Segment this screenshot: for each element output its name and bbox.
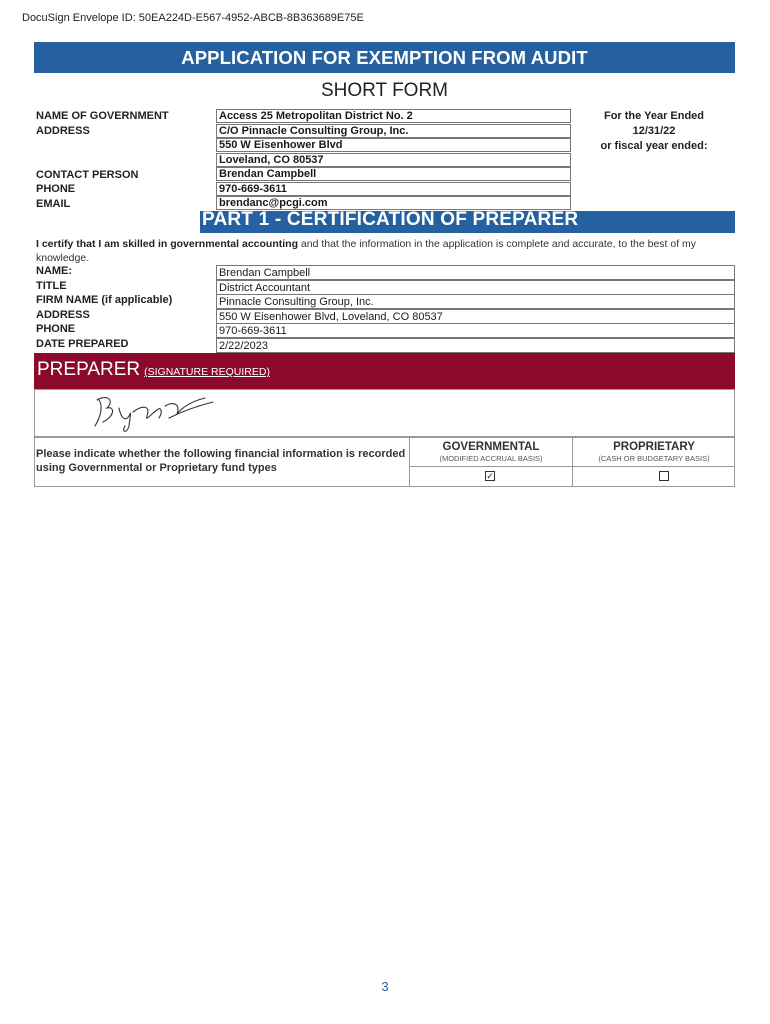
preparer-title	[37, 359, 270, 381]
government-address-line3-field[interactable]: Loveland, CO 80537	[216, 153, 571, 167]
government-phone-field[interactable]: 970-669-3611	[216, 182, 571, 196]
proprietary-column	[572, 437, 735, 487]
governmental-divider	[410, 466, 572, 467]
form-subtitle: SHORT FORM	[320, 80, 449, 101]
preparer-name-field[interactable]: Brendan Campbell	[216, 265, 735, 280]
label-preparer-name: NAME:	[36, 265, 73, 277]
certification-statement-rest: and that the information in the application is complete and accurate, to the best of my knowledge.	[36, 238, 697, 264]
label-government-email: EMAIL	[36, 198, 71, 210]
governmental-basis: (MODIFIED ACCRUAL BASIS)	[439, 454, 543, 463]
preparer-title-field[interactable]: District Accountant	[216, 280, 735, 295]
governmental-checkbox[interactable]	[485, 471, 495, 481]
label-government-address: ADDRESS	[36, 125, 90, 137]
label-date-prepared: DATE PREPARED	[36, 338, 129, 350]
preparer-address-field[interactable]: 550 W Eisenhower Blvd, Loveland, CO 80537	[216, 309, 735, 324]
signature-box[interactable]	[34, 389, 735, 437]
check-icon: ✓	[486, 471, 494, 481]
proprietary-checkbox[interactable]	[659, 471, 669, 481]
signature-required-note: (SIGNATURE REQUIRED)	[144, 366, 270, 378]
certification-statement-bold: I certify that I am skilled in governmental accounting	[36, 238, 298, 250]
label-preparer-phone: PHONE	[36, 323, 76, 335]
date-prepared-field[interactable]: 2/22/2023	[216, 338, 735, 353]
year-ended-label: For the Year Ended	[603, 110, 705, 122]
governmental-column	[409, 437, 572, 487]
fund-type-question: Please indicate whether the following financial information is recorded using Governmental or Proprietary fund types	[36, 448, 406, 474]
handwritten-signature	[85, 392, 215, 436]
certification-statement	[36, 237, 736, 265]
label-preparer-title: TITLE	[36, 280, 67, 292]
government-email-field[interactable]: brendanc@pcgi.com	[216, 196, 571, 210]
firm-name-field[interactable]: Pinnacle Consulting Group, Inc.	[216, 294, 735, 309]
part1-title: PART 1 - CERTIFICATION OF PREPARER	[202, 209, 579, 230]
governmental-label: GOVERNMENTAL	[442, 441, 540, 453]
year-ended-value[interactable]: 12/31/22	[632, 125, 676, 137]
label-firm-name: FIRM NAME (if applicable)	[36, 294, 173, 306]
page-number: 3	[381, 979, 389, 994]
preparer-title-text: PREPARER	[37, 359, 141, 380]
label-government-name: NAME OF GOVERNMENT	[36, 110, 169, 122]
proprietary-label: PROPRIETARY	[613, 441, 695, 453]
fiscal-year-label: or fiscal year ended:	[600, 140, 708, 152]
label-government-phone: PHONE	[36, 183, 76, 195]
form-title: APPLICATION FOR EXEMPTION FROM AUDIT	[34, 42, 735, 73]
fiscal-year-block	[574, 109, 734, 154]
proprietary-basis: (CASH OR BUDGETARY BASIS)	[598, 454, 710, 463]
proprietary-divider	[573, 466, 735, 467]
government-name-field[interactable]: Access 25 Metropolitan District No. 2	[216, 109, 571, 123]
label-contact-person: CONTACT PERSON	[36, 169, 139, 181]
contact-person-field[interactable]: Brendan Campbell	[216, 167, 571, 181]
government-address-line2-field[interactable]: 550 W Eisenhower Blvd	[216, 138, 571, 152]
preparer-phone-field[interactable]: 970-669-3611	[216, 323, 735, 338]
envelope-id: DocuSign Envelope ID: 50EA224D-E567-4952-ABCB-8B363689E75E	[22, 12, 364, 24]
label-preparer-address: ADDRESS	[36, 309, 90, 321]
government-address-line1-field[interactable]: C/O Pinnacle Consulting Group, Inc.	[216, 124, 571, 138]
